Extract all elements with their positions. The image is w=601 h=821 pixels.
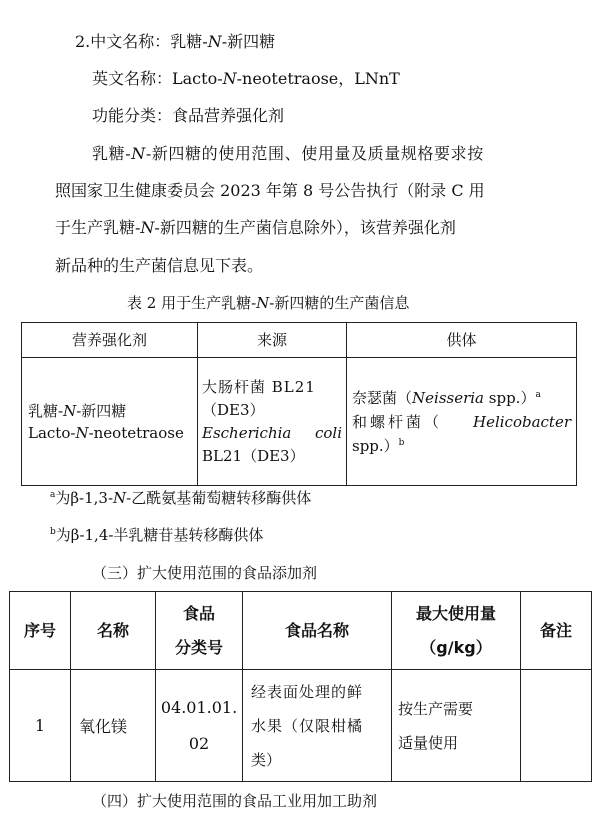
header-category: 食品 分类号	[156, 592, 243, 670]
producer-strain-table	[21, 322, 577, 486]
paragraph-line-4: 新品种的生产菌信息见下表。	[55, 256, 264, 275]
paragraph-line-1: 乳糖-N-新四糖的使用范围、使用量及质量规格要求按	[92, 144, 484, 163]
donor-line-2: 和螺杆菌（ Helicobacter	[352, 412, 571, 431]
cell-name: 氧化镁	[71, 670, 156, 782]
cell-note	[521, 670, 592, 782]
header-seq: 序号	[10, 592, 71, 670]
cell-seq: 1	[10, 670, 71, 782]
footnote-a: $^a$为β-1,3-N-乙酰氨基葡萄糖转移酶供体	[50, 489, 312, 507]
table-row	[10, 670, 592, 782]
function-line	[92, 105, 284, 127]
header-food: 食品名称	[243, 592, 392, 670]
cn-name-line	[75, 31, 275, 53]
source-line-1: 大肠杆菌 BL21	[202, 377, 316, 396]
table-header-row	[22, 323, 577, 358]
en-name-label: 英文名称：	[92, 69, 173, 88]
fortifier-cell	[22, 358, 198, 486]
donor-line-1: 奈瑟菌（Neisseria spp.）$^a$	[352, 388, 541, 407]
section3-title: （三）扩大使用范围的食品添加剂	[92, 564, 318, 582]
header-max-usage: 最大使用量 （g/kg）	[392, 592, 521, 670]
source-line-2: （DE3）	[202, 400, 265, 419]
source-cell	[198, 358, 347, 486]
en-name-value: Lacto-N-neotetraose，LNnT	[172, 69, 400, 88]
donor-cell	[347, 358, 577, 486]
paragraph-line-3: 于生产乳糖-N-新四糖的生产菌信息除外），该营养强化剂	[55, 218, 456, 237]
fortifier-name-cn: 乳糖-N-新四糖	[28, 401, 127, 420]
fortifier-name-en: Lacto-N-neotetraose	[28, 423, 184, 442]
footnote-b: $^b$为β-1,4-半乳糖苷基转移酶供体	[50, 526, 264, 544]
cn-name-value: 乳糖-N-新四糖	[170, 32, 276, 51]
donor-line-3: spp.）$^b$	[352, 436, 405, 455]
table2-caption: 表 2 用于生产乳糖-N-新四糖的生产菌信息	[127, 294, 410, 312]
source-line-3: Escherichia coli	[202, 423, 342, 442]
paragraph-line-2: 照国家卫生健康委员会 2023 年第 8 号公告执行（附录 C 用	[55, 181, 485, 200]
en-name-line	[92, 68, 400, 90]
table-row	[22, 358, 577, 486]
cell-max-usage: 按生产需要 适量使用	[392, 670, 521, 782]
cell-food: 经表面处理的鲜 水果（仅限柑橘 类）	[243, 670, 392, 782]
cell-category: 04.01.01. 02	[156, 670, 243, 782]
header-name: 名称	[71, 592, 156, 670]
header-donor: 供体	[347, 323, 577, 358]
section4-title: （四）扩大使用范围的食品工业用加工助剂	[92, 792, 378, 810]
cn-name-label: 2.中文名称：	[75, 32, 171, 51]
header-source: 来源	[198, 323, 347, 358]
header-fortifier: 营养强化剂	[22, 323, 198, 358]
function-value: 食品营养强化剂	[172, 106, 285, 125]
table-header-row	[10, 592, 592, 670]
function-label: 功能分类：	[92, 106, 173, 125]
source-line-4: BL21（DE3）	[202, 446, 305, 465]
food-additive-table	[9, 591, 592, 782]
header-note: 备注	[521, 592, 592, 670]
